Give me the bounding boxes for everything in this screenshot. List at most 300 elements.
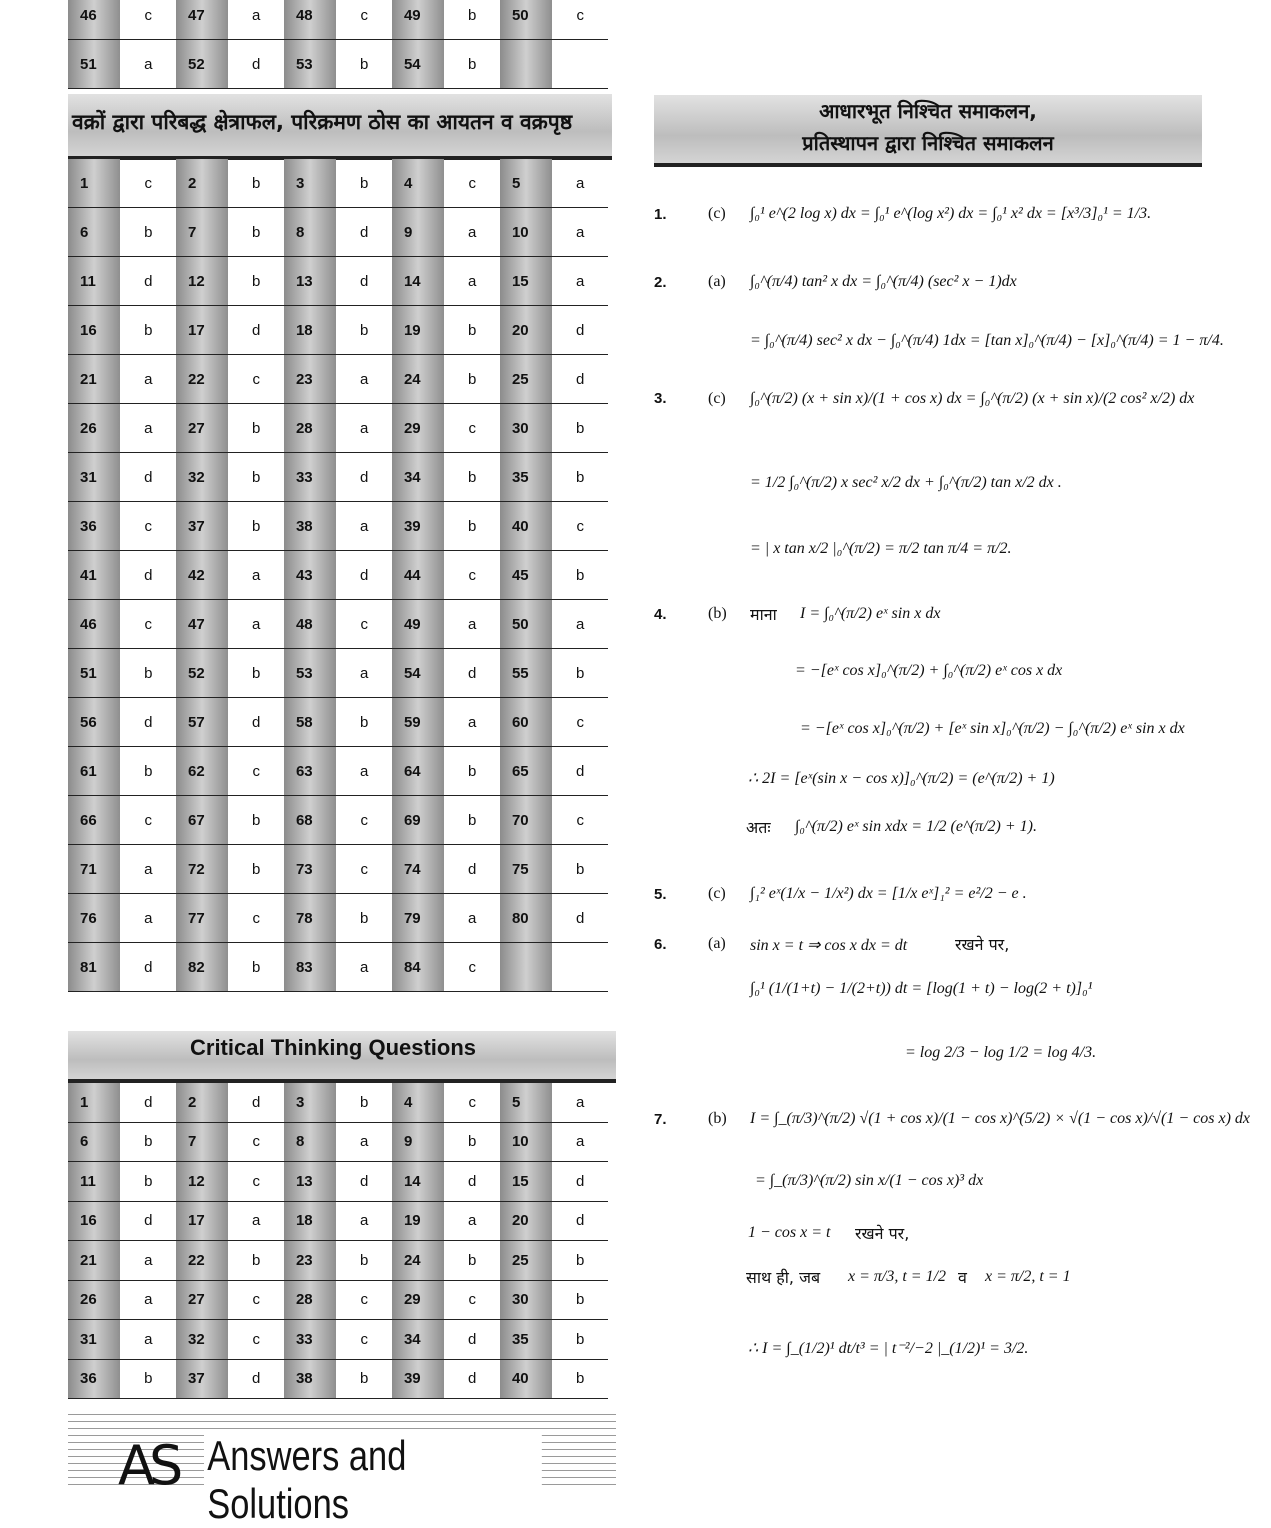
answer-option: b xyxy=(336,698,392,747)
critical-thinking-answer-table xyxy=(68,1081,608,1399)
critical-thinking-title: Critical Thinking Questions xyxy=(190,1035,477,1060)
answer-option: c xyxy=(336,796,392,845)
answer-option: d xyxy=(444,649,500,698)
question-number: 76 xyxy=(68,894,120,943)
question-number: 58 xyxy=(284,698,336,747)
answer-option: c xyxy=(228,747,284,796)
answer-option: b xyxy=(444,355,500,404)
question-number: 52 xyxy=(176,649,228,698)
answer-row xyxy=(68,1162,608,1202)
answer-option: d xyxy=(552,1162,608,1202)
question-number: 52 xyxy=(176,40,228,89)
answer-row xyxy=(68,698,608,747)
answer-option: b xyxy=(444,1122,500,1162)
question-number: 60 xyxy=(500,698,552,747)
question-number: 22 xyxy=(176,1241,228,1281)
question-number: 31 xyxy=(68,453,120,502)
answer-option: a xyxy=(444,208,500,257)
answer-option: c xyxy=(552,698,608,747)
footer-stripes xyxy=(68,1408,616,1527)
solution-7-and: व xyxy=(958,1268,967,1287)
question-number: 26 xyxy=(68,1280,120,1320)
question-number: 56 xyxy=(68,698,120,747)
answer-row xyxy=(68,600,608,649)
question-number: 14 xyxy=(392,257,444,306)
answer-option: b xyxy=(228,845,284,894)
solution-option: (c) xyxy=(708,205,726,222)
question-number: 38 xyxy=(284,502,336,551)
answer-option: b xyxy=(444,1241,500,1281)
answer-option: a xyxy=(444,698,500,747)
answer-option: b xyxy=(444,453,500,502)
answer-row xyxy=(68,306,608,355)
question-number: 2 xyxy=(176,1082,228,1122)
answer-option: a xyxy=(120,404,176,453)
answer-option: a xyxy=(552,158,608,208)
solution-option: (c) xyxy=(708,885,726,902)
answer-option: d xyxy=(120,257,176,306)
solution-7-line1: I = ∫_(π/3)^(π/2) √(1 + cos x)/(1 − cos x)^(5/2) × √(1 − cos x)/√(1 − cos x) dx xyxy=(750,1110,1251,1127)
question-number: 21 xyxy=(68,355,120,404)
question-number: 50 xyxy=(500,600,552,649)
answer-option: d xyxy=(336,208,392,257)
answer-row xyxy=(68,1280,608,1320)
question-number: 53 xyxy=(284,649,336,698)
question-number: 9 xyxy=(392,1122,444,1162)
answer-option: a xyxy=(120,355,176,404)
section-banner-left xyxy=(68,94,612,160)
answer-option: a xyxy=(552,208,608,257)
question-number: 68 xyxy=(284,796,336,845)
question-number: 82 xyxy=(176,943,228,992)
question-number: 13 xyxy=(284,1162,336,1202)
question-number: 42 xyxy=(176,551,228,600)
answer-option: a xyxy=(552,1082,608,1122)
solution-6-line3: = log 2/3 − log 1/2 = log 4/3. xyxy=(905,1044,1097,1061)
answer-option: d xyxy=(120,453,176,502)
solution-7-limit1: x = π/3, t = 1/2 xyxy=(848,1268,947,1285)
question-number: 20 xyxy=(500,1201,552,1241)
answer-option: b xyxy=(228,502,284,551)
question-number: 64 xyxy=(392,747,444,796)
answer-option: a xyxy=(120,1320,176,1360)
question-number: 70 xyxy=(500,796,552,845)
question-number: 36 xyxy=(68,502,120,551)
question-number: 62 xyxy=(176,747,228,796)
answer-option: a xyxy=(228,600,284,649)
question-number: 10 xyxy=(500,1122,552,1162)
question-number: 66 xyxy=(68,796,120,845)
question-number: 9 xyxy=(392,208,444,257)
question-number: 30 xyxy=(500,1280,552,1320)
question-number: 15 xyxy=(500,1162,552,1202)
answer-row xyxy=(68,1122,608,1162)
section-title-right-2: प्रतिस्थापन द्वारा निश्चित समाकलन xyxy=(802,131,1054,155)
answer-row xyxy=(68,208,608,257)
answer-option: c xyxy=(120,0,176,40)
answer-option: b xyxy=(228,453,284,502)
answer-option: b xyxy=(120,649,176,698)
answer-option: c xyxy=(336,1280,392,1320)
question-number: 29 xyxy=(392,1280,444,1320)
answer-option: d xyxy=(228,1359,284,1399)
question-number: 32 xyxy=(176,453,228,502)
question-number: 27 xyxy=(176,1280,228,1320)
answer-row xyxy=(68,0,608,40)
section-title-right-1: आधारभूत निश्चित समाकलन, xyxy=(819,99,1037,123)
answer-option: a xyxy=(552,600,608,649)
answer-option: a xyxy=(336,747,392,796)
question-number: 69 xyxy=(392,796,444,845)
answer-row xyxy=(68,1241,608,1281)
answer-row xyxy=(68,355,608,404)
answer-option: b xyxy=(444,747,500,796)
question-number: 43 xyxy=(284,551,336,600)
answer-row xyxy=(68,551,608,600)
answer-option: d xyxy=(228,306,284,355)
question-number: 40 xyxy=(500,1359,552,1399)
question-number: 3 xyxy=(284,158,336,208)
solution-number: 3. xyxy=(654,390,667,407)
solution-2-line2: = ∫₀^(π/4) sec² x dx − ∫₀^(π/4) 1dx = [tan x]₀^(π/4) − [x]₀^(π/4) = 1 − π/4. xyxy=(750,332,1224,349)
answer-option: d xyxy=(444,845,500,894)
question-number: 8 xyxy=(284,208,336,257)
answer-option: b xyxy=(552,551,608,600)
answer-option: a xyxy=(444,1201,500,1241)
answer-option: b xyxy=(228,649,284,698)
solution-6-sub: sin x = t ⇒ cos x dx = dt xyxy=(750,937,908,954)
question-number: 16 xyxy=(68,1201,120,1241)
answer-option xyxy=(552,40,608,89)
answer-option: b xyxy=(336,158,392,208)
answer-option: c xyxy=(444,404,500,453)
answer-row xyxy=(68,40,608,89)
question-number: 75 xyxy=(500,845,552,894)
question-number xyxy=(500,943,552,992)
answer-row xyxy=(68,502,608,551)
solution-option: (a) xyxy=(708,935,726,952)
question-number: 31 xyxy=(68,1320,120,1360)
answer-option: d xyxy=(444,1359,500,1399)
answer-option: b xyxy=(120,1359,176,1399)
question-number: 57 xyxy=(176,698,228,747)
solution-option: (b) xyxy=(708,605,727,622)
answer-option: c xyxy=(120,502,176,551)
answer-option: b xyxy=(336,40,392,89)
answer-option: b xyxy=(336,306,392,355)
question-number: 25 xyxy=(500,355,552,404)
answer-row xyxy=(68,649,608,698)
solution-7-line5: ∴ I = ∫_(1/2)¹ dt/t³ = | t⁻²/−2 |_(1/2)¹ = 3/2. xyxy=(748,1340,1029,1357)
answer-option: a xyxy=(120,40,176,89)
question-number: 4 xyxy=(392,1082,444,1122)
answer-option: d xyxy=(336,1162,392,1202)
question-number: 27 xyxy=(176,404,228,453)
answer-option: a xyxy=(444,257,500,306)
question-number: 13 xyxy=(284,257,336,306)
question-number: 19 xyxy=(392,306,444,355)
question-number: 73 xyxy=(284,845,336,894)
question-number: 12 xyxy=(176,1162,228,1202)
answer-option: b xyxy=(228,943,284,992)
question-number: 6 xyxy=(68,1122,120,1162)
question-number: 19 xyxy=(392,1201,444,1241)
answer-option: c xyxy=(552,796,608,845)
question-number: 35 xyxy=(500,453,552,502)
answer-option: b xyxy=(228,257,284,306)
question-number: 65 xyxy=(500,747,552,796)
question-number: 28 xyxy=(284,404,336,453)
solution-number: 2. xyxy=(654,274,667,291)
answer-option: c xyxy=(552,502,608,551)
solution-7-limit2: x = π/2, t = 1 xyxy=(985,1268,1071,1285)
answer-option: b xyxy=(228,796,284,845)
answer-option: b xyxy=(552,649,608,698)
answer-option: c xyxy=(120,796,176,845)
question-number: 33 xyxy=(284,453,336,502)
answer-option: d xyxy=(444,1162,500,1202)
solution-7-also: साथ ही, जब xyxy=(746,1268,821,1287)
question-number: 46 xyxy=(68,600,120,649)
solution-number: 4. xyxy=(654,606,667,623)
answer-option: b xyxy=(444,40,500,89)
answer-option: b xyxy=(228,404,284,453)
question-number: 5 xyxy=(500,158,552,208)
answer-row xyxy=(68,943,608,992)
question-number: 54 xyxy=(392,649,444,698)
answer-option: b xyxy=(552,1280,608,1320)
answer-option: c xyxy=(228,355,284,404)
question-number xyxy=(500,40,552,89)
answer-option: d xyxy=(552,306,608,355)
question-number: 50 xyxy=(500,0,552,40)
question-number: 10 xyxy=(500,208,552,257)
answer-row xyxy=(68,1320,608,1360)
answer-option: c xyxy=(444,551,500,600)
answer-option: a xyxy=(336,502,392,551)
answer-option: a xyxy=(120,894,176,943)
answer-option: b xyxy=(444,0,500,40)
answer-option: b xyxy=(552,845,608,894)
answer-option: c xyxy=(228,1280,284,1320)
answer-option: d xyxy=(120,551,176,600)
solution-4-line4: ∴ 2I = [eˣ(sin x − cos x)]₀^(π/2) = (e^(π/2) + 1) xyxy=(748,770,1055,787)
question-number: 49 xyxy=(392,600,444,649)
answer-option: b xyxy=(228,1241,284,1281)
answer-option: b xyxy=(552,1359,608,1399)
answer-option: d xyxy=(336,453,392,502)
question-number: 38 xyxy=(284,1359,336,1399)
question-number: 37 xyxy=(176,502,228,551)
question-number: 2 xyxy=(176,158,228,208)
answer-row xyxy=(68,894,608,943)
solution-number: 1. xyxy=(654,206,667,223)
solution-4-hence: अतः xyxy=(746,818,771,837)
answer-option: d xyxy=(228,1082,284,1122)
question-number: 63 xyxy=(284,747,336,796)
top-answer-table xyxy=(68,0,608,89)
answer-option: a xyxy=(120,845,176,894)
answer-option: d xyxy=(120,1082,176,1122)
question-number: 20 xyxy=(500,306,552,355)
question-number: 51 xyxy=(68,649,120,698)
question-number: 25 xyxy=(500,1241,552,1281)
question-number: 11 xyxy=(68,257,120,306)
question-number: 81 xyxy=(68,943,120,992)
answer-option: b xyxy=(552,453,608,502)
answer-option: a xyxy=(444,894,500,943)
answer-option: d xyxy=(228,40,284,89)
question-number: 47 xyxy=(176,0,228,40)
answer-row xyxy=(68,1082,608,1122)
question-number: 4 xyxy=(392,158,444,208)
question-number: 18 xyxy=(284,1201,336,1241)
answer-option: d xyxy=(120,1201,176,1241)
answer-option: c xyxy=(336,0,392,40)
answer-option: a xyxy=(336,355,392,404)
answer-option: a xyxy=(228,551,284,600)
question-number: 29 xyxy=(392,404,444,453)
question-number: 24 xyxy=(392,1241,444,1281)
question-number: 23 xyxy=(284,355,336,404)
answer-option: d xyxy=(552,1201,608,1241)
question-number: 49 xyxy=(392,0,444,40)
question-number: 40 xyxy=(500,502,552,551)
section-title-left: वक्रों द्वारा परिबद्ध क्षेत्राफल, परिक्रमण ठोस का आयतन व वक्रपृष्ठ xyxy=(72,110,573,134)
solution-number: 5. xyxy=(654,886,667,903)
question-number: 80 xyxy=(500,894,552,943)
answer-option: a xyxy=(336,649,392,698)
area-volume-answer-table xyxy=(68,157,608,992)
answer-option: c xyxy=(228,1162,284,1202)
question-number: 39 xyxy=(392,1359,444,1399)
answer-option: d xyxy=(120,698,176,747)
answer-option: a xyxy=(336,1122,392,1162)
question-number: 84 xyxy=(392,943,444,992)
answer-option: c xyxy=(120,158,176,208)
question-number: 61 xyxy=(68,747,120,796)
solution-7-put: रखने पर, xyxy=(855,1224,910,1243)
question-number: 34 xyxy=(392,1320,444,1360)
question-number: 26 xyxy=(68,404,120,453)
question-number: 28 xyxy=(284,1280,336,1320)
question-number: 71 xyxy=(68,845,120,894)
answer-option: b xyxy=(336,1082,392,1122)
answer-row xyxy=(68,845,608,894)
as-logo: AS xyxy=(118,1434,178,1497)
question-number: 83 xyxy=(284,943,336,992)
answer-row xyxy=(68,404,608,453)
question-number: 7 xyxy=(176,1122,228,1162)
question-number: 3 xyxy=(284,1082,336,1122)
answer-option: b xyxy=(336,1359,392,1399)
answer-option: d xyxy=(444,1320,500,1360)
question-number: 33 xyxy=(284,1320,336,1360)
question-number: 21 xyxy=(68,1241,120,1281)
question-number: 1 xyxy=(68,158,120,208)
question-number: 48 xyxy=(284,600,336,649)
question-number: 53 xyxy=(284,40,336,89)
answer-option: c xyxy=(444,1280,500,1320)
question-number: 18 xyxy=(284,306,336,355)
solution-number: 6. xyxy=(654,936,667,953)
footer-title: Answers and Solutions xyxy=(204,1432,542,1528)
solution-7-line2: = ∫_(π/3)^(π/2) sin x/(1 − cos x)³ dx xyxy=(755,1172,984,1189)
answer-option: c xyxy=(228,1320,284,1360)
question-number: 22 xyxy=(176,355,228,404)
answer-option: b xyxy=(444,502,500,551)
question-number: 51 xyxy=(68,40,120,89)
question-number: 48 xyxy=(284,0,336,40)
answer-option: c xyxy=(336,1320,392,1360)
question-number: 17 xyxy=(176,1201,228,1241)
solution-6-line2: ∫₀¹ (1/(1+t) − 1/(2+t)) dt = [log(1 + t) − log(2 + t)]₀¹ xyxy=(750,980,1093,997)
answer-option: b xyxy=(552,1241,608,1281)
question-number: 35 xyxy=(500,1320,552,1360)
question-number: 8 xyxy=(284,1122,336,1162)
answer-row xyxy=(68,1201,608,1241)
critical-thinking-banner xyxy=(68,1031,616,1083)
question-number: 37 xyxy=(176,1359,228,1399)
solution-6-put: रखने पर, xyxy=(955,935,1010,954)
solution-4-let: माना xyxy=(750,605,777,624)
answer-option: b xyxy=(120,1122,176,1162)
answer-option: b xyxy=(336,894,392,943)
answer-option: a xyxy=(228,0,284,40)
question-number: 74 xyxy=(392,845,444,894)
question-number: 1 xyxy=(68,1082,120,1122)
answer-option: c xyxy=(444,1082,500,1122)
question-number: 41 xyxy=(68,551,120,600)
answer-option: b xyxy=(228,208,284,257)
answer-option: d xyxy=(552,747,608,796)
solution-3-line3: = | x tan x/2 |₀^(π/2) = π/2 tan π/4 = π/2. xyxy=(750,540,1012,557)
answer-option: b xyxy=(552,404,608,453)
solution-4-line3: = −[eˣ cos x]₀^(π/2) + [eˣ sin x]₀^(π/2) − ∫₀^(π/2) eˣ sin x dx xyxy=(800,720,1185,737)
answer-option: b xyxy=(336,1241,392,1281)
solution-5-expr: ∫₁² eˣ(1/x − 1/x²) dx = [1/x eˣ]₁² = e²/2 − e . xyxy=(750,885,1027,902)
question-number: 34 xyxy=(392,453,444,502)
answer-option: a xyxy=(228,1201,284,1241)
answer-option: b xyxy=(444,796,500,845)
answer-option: d xyxy=(552,355,608,404)
solution-option: (b) xyxy=(708,1110,727,1127)
question-number: 23 xyxy=(284,1241,336,1281)
question-number: 11 xyxy=(68,1162,120,1202)
question-number: 15 xyxy=(500,257,552,306)
answer-option: d xyxy=(552,894,608,943)
question-number: 54 xyxy=(392,40,444,89)
solution-1-expr: ∫₀¹ e^(2 log x) dx = ∫₀¹ e^(log x²) dx = ∫₀¹ x² dx = [x³/3]₀¹ = 1/3. xyxy=(750,205,1152,222)
answer-option: b xyxy=(228,158,284,208)
question-number: 77 xyxy=(176,894,228,943)
question-number: 46 xyxy=(68,0,120,40)
question-number: 45 xyxy=(500,551,552,600)
solution-4-line5: ∫₀^(π/2) eˣ sin xdx = 1/2 (e^(π/2) + 1). xyxy=(795,818,1037,835)
answer-option: a xyxy=(120,1241,176,1281)
solution-3-line2: = 1/2 ∫₀^(π/2) x sec² x/2 dx + ∫₀^(π/2) tan x/2 dx . xyxy=(750,474,1062,491)
solution-number: 7. xyxy=(654,1111,667,1128)
question-number: 12 xyxy=(176,257,228,306)
answer-option: c xyxy=(120,600,176,649)
question-number: 72 xyxy=(176,845,228,894)
answer-option: a xyxy=(336,404,392,453)
answer-option: a xyxy=(552,257,608,306)
section-banner-right xyxy=(654,95,1202,167)
answer-row xyxy=(68,257,608,306)
question-number: 6 xyxy=(68,208,120,257)
answer-row xyxy=(68,796,608,845)
